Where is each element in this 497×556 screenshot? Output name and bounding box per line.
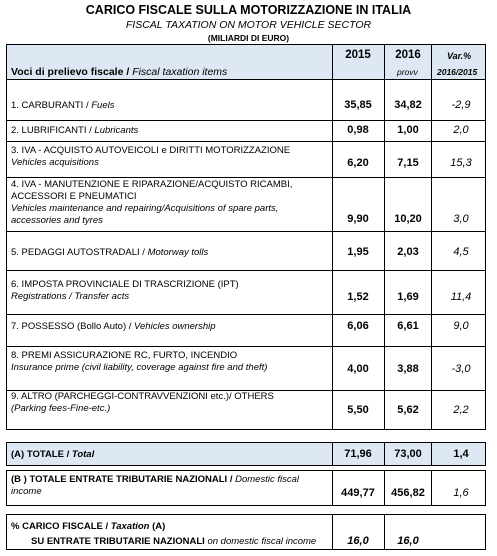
row-var: 9,0 <box>453 320 469 332</box>
row-label: 4. IVA - MANUTENZIONE E RIPARAZIONE/ACQUISTO RICAMBI, ACCESSORI E PNEUMATICI Vehicles maintenance and repairing/Acquisitions of spare parts, accessories and tyres <box>11 179 293 226</box>
row-label: 6. IMPOSTA PROVINCIALE DI TRASCRIZIONE (IPT) Registrations / Transfer acts <box>11 279 239 302</box>
tax-burden-2016: 16,0 <box>397 535 419 547</box>
row-2016: 5,62 <box>397 404 419 416</box>
tax-burden-row <box>6 514 486 550</box>
header-var: Var.% <box>447 51 472 61</box>
row-var: 3,0 <box>453 213 469 225</box>
row-label: 9. ALTRO (PARCHEGGI-CONTRAVVENZIONI etc.)/ OTHERS (Parking fees-Fine-etc.) <box>11 391 274 414</box>
row-2016: 1,00 <box>397 124 419 136</box>
row-2015: 1,52 <box>347 291 369 303</box>
national-income-var: 1,6 <box>453 487 469 499</box>
header-col-label: Voci di prelievo fiscale / Fiscal taxation items <box>11 66 228 78</box>
national-income-2015: 449,77 <box>341 487 375 499</box>
row-2015: 6,06 <box>347 320 369 332</box>
tax-burden-line1: % CARICO FISCALE / Taxation (A) <box>11 521 166 532</box>
header-2015: 2015 <box>345 49 371 61</box>
row-2016: 1,69 <box>397 291 419 303</box>
total-var: 1,4 <box>453 448 469 460</box>
tax-burden-2015: 16,0 <box>347 535 369 547</box>
total-2016: 73,00 <box>394 448 422 460</box>
row-2016: 6,61 <box>397 320 419 332</box>
total-row <box>6 442 486 466</box>
row-2015: 1,95 <box>347 246 369 258</box>
row-var: -2,9 <box>451 99 471 111</box>
total-label: (A) TOTALE / Total <box>11 449 95 460</box>
header-2016-note: provv <box>397 67 418 77</box>
page-subtitle: FISCAL TAXATION ON MOTOR VEHICLE SECTOR <box>125 19 372 31</box>
row-var: 11,4 <box>450 291 472 303</box>
row-var: -3,0 <box>451 363 471 375</box>
row-label: 2. LUBRIFICANTI / Lubricants <box>11 125 139 136</box>
tax-burden-line2: SU ENTRATE TRIBUTARIE NAZIONALI on domestic fiscal income <box>31 536 317 547</box>
main-table <box>6 44 486 430</box>
row-2016: 10,20 <box>394 213 422 225</box>
row-2015: 5,50 <box>347 404 369 416</box>
page-title: CARICO FISCALE SULLA MOTORIZZAZIONE IN ITALIA <box>85 3 412 17</box>
row-label: 8. PREMI ASSICURAZIONE RC, FURTO, INCENDIO Insurance prime (civil liability, coverage against fire and theft) <box>11 350 268 373</box>
national-income-2016: 456,82 <box>391 487 425 499</box>
national-income-label: (B ) TOTALE ENTRATE TRIBUTARIE NAZIONALI / Domestic fiscal income <box>11 474 299 497</box>
row-label: 7. POSSESSO (Bollo Auto) / Vehicles ownership <box>11 321 216 332</box>
unit-label: (MILIARDI DI EURO) <box>207 33 290 43</box>
total-2015: 71,96 <box>344 448 372 460</box>
row-var: 2,0 <box>453 124 469 136</box>
row-2015: 35,85 <box>344 99 372 111</box>
row-2016: 2,03 <box>397 246 419 258</box>
row-2016: 34,82 <box>394 99 422 111</box>
row-var: 4,5 <box>453 246 469 258</box>
row-2015: 4,00 <box>347 363 369 375</box>
row-label: 3. IVA - ACQUISTO AUTOVEICOLI e DIRITTI MOTORIZZAZIONE Vehicles acquisitions <box>11 145 291 168</box>
national-income-row <box>6 470 486 506</box>
row-label: 1. CARBURANTI / Fuels <box>11 100 115 111</box>
header-2016: 2016 <box>395 49 421 61</box>
row-2015: 9,90 <box>347 213 369 225</box>
row-var: 15,3 <box>450 157 472 169</box>
row-2016: 3,88 <box>397 363 419 375</box>
row-var: 2,2 <box>453 404 469 416</box>
row-2015: 0,98 <box>347 124 369 136</box>
row-2015: 6,20 <box>347 157 369 169</box>
header-var-period: 2016/2015 <box>437 67 478 77</box>
row-2016: 7,15 <box>397 157 419 169</box>
row-label: 5. PEDAGGI AUTOSTRADALI / Motorway tolls <box>11 247 209 258</box>
